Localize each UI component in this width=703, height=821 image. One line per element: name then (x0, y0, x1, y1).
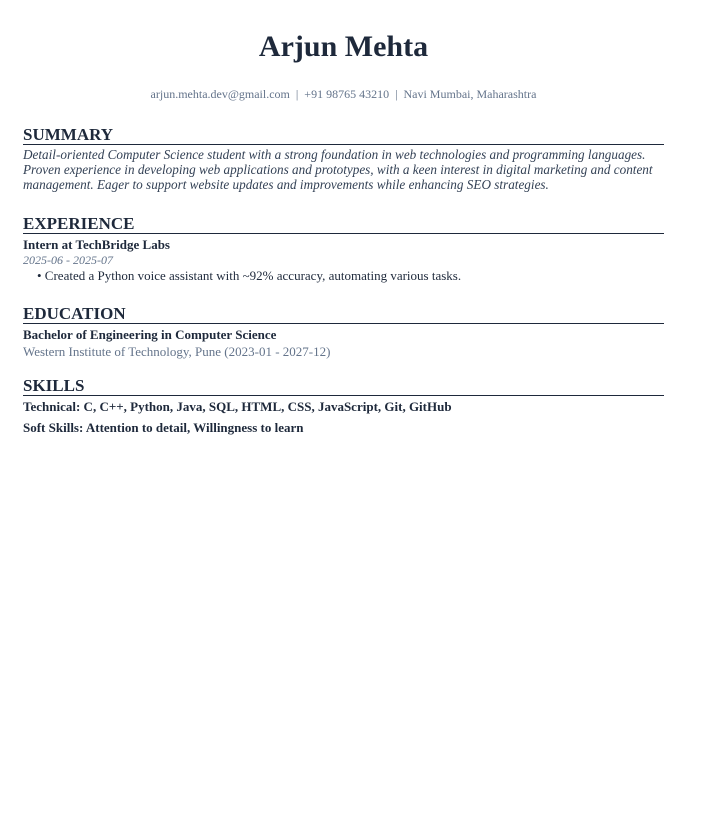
candidate-name: Arjun Mehta (258, 30, 429, 63)
experience-dates: 2025-06 - 2025-07 (23, 253, 113, 267)
skills-soft: Soft Skills: Attention to detail, Willingness to learn (23, 420, 304, 435)
section-title-skills: SKILLS (23, 377, 664, 396)
contact-line (23, 87, 664, 102)
contact-email: arjun.mehta.dev@gmail.com (150, 87, 290, 101)
summary-line: Detail-oriented Computer Science student with a strong foundation in web technologies and programming languages. (23, 147, 646, 162)
education-institution: Western Institute of Technology, Pune (2023-01 - 2027-12) (23, 344, 331, 359)
summary-line: Proven experience in developing web applications and prototypes, with a keen interest in digital marketing and content (23, 162, 653, 177)
section-title-experience: EXPERIENCE (23, 215, 664, 234)
skills-technical: Technical: C, C++, Python, Java, SQL, HTML, CSS, JavaScript, Git, GitHub (23, 399, 452, 414)
summary-section (23, 126, 664, 192)
contact-location: Navi Mumbai, Maharashtra (403, 87, 537, 101)
summary-text (23, 147, 664, 192)
contact-phone: +91 98765 43210 (304, 87, 390, 101)
separator: | (395, 87, 398, 101)
summary-line: management. Eager to support website updates and improvements while enhancing SEO strategies. (23, 177, 549, 192)
experience-role: Intern at TechBridge Labs (23, 237, 170, 252)
section-title-summary: SUMMARY (23, 126, 664, 145)
education-section (23, 305, 664, 360)
education-degree: Bachelor of Engineering in Computer Science (23, 327, 277, 342)
skills-section (23, 377, 664, 436)
section-title-education: EDUCATION (23, 305, 664, 324)
experience-section (23, 215, 664, 283)
experience-bullet: • Created a Python voice assistant with ~92% accuracy, automating various tasks. (37, 268, 462, 283)
separator: | (295, 87, 299, 101)
